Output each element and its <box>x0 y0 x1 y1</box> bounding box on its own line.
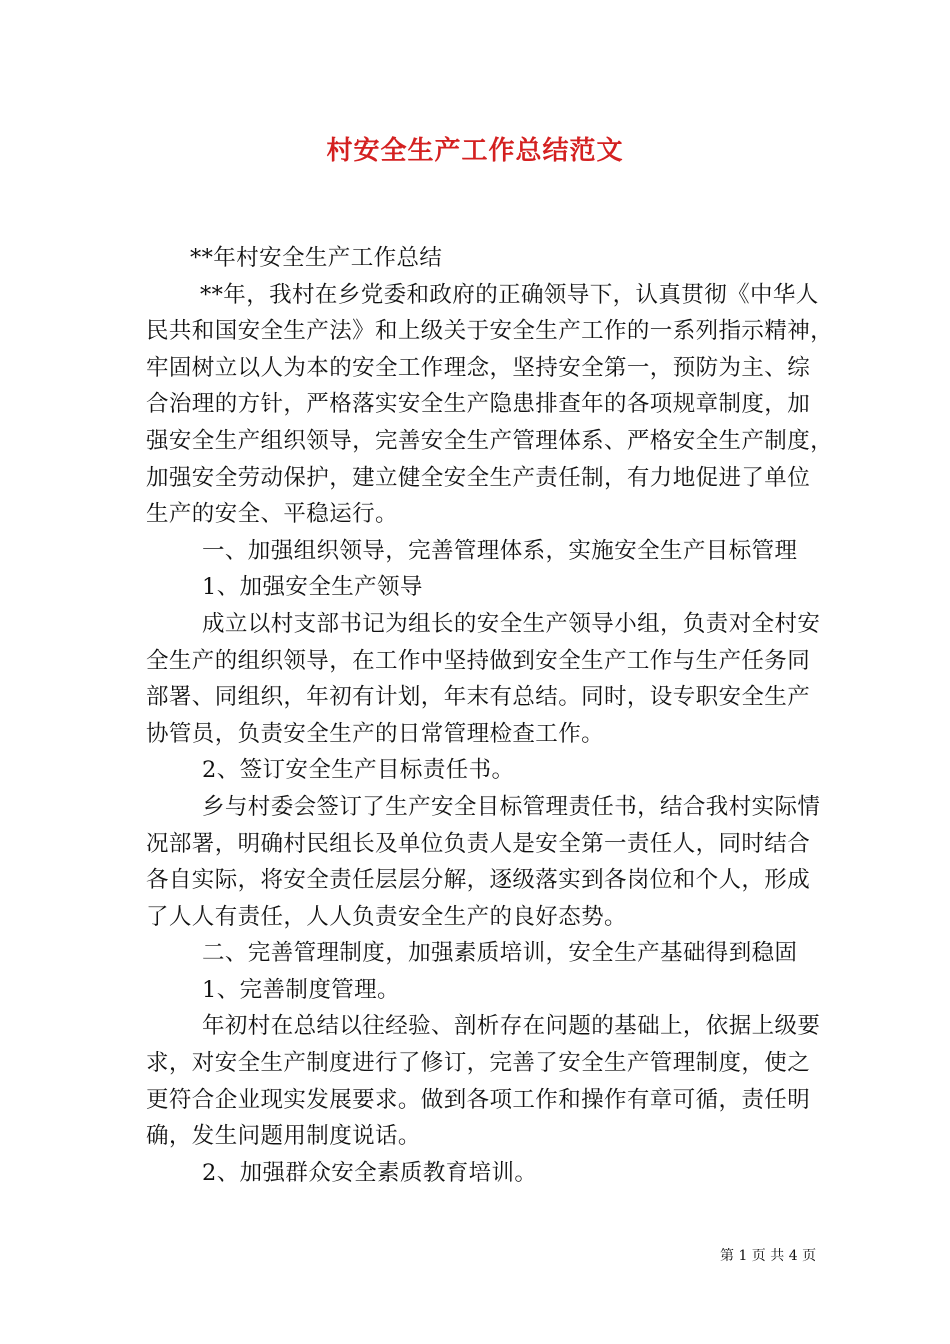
paragraph-line: 生产的安全、平稳运行。 <box>146 501 398 528</box>
paragraph-line: 确，发生问题用制度说话。 <box>146 1123 421 1150</box>
paragraph-line: 乡与村委会签订了生产安全目标管理责任书，结合我村实际情 <box>202 793 821 820</box>
paragraph-line: 牢固树立以人为本的安全工作理念，坚持安全第一，预防为主、综 <box>146 354 811 381</box>
section-heading: 二、完善管理制度，加强素质培训，安全生产基础得到稳固 <box>202 940 798 967</box>
paragraph-line: 全生产的组织领导，在工作中坚持做到安全生产工作与生产任务同 <box>146 647 811 674</box>
paragraph-line: 况部署，明确村民组长及单位负责人是安全第一责任人，同时结合 <box>146 830 811 857</box>
subsection-heading: 1、加强安全生产领导 <box>202 574 423 601</box>
paragraph-line: **年，我村在乡党委和政府的正确领导下，认真贯彻《中华人 <box>200 281 819 308</box>
section-heading: 一、加强组织领导，完善管理体系，实施安全生产目标管理 <box>202 537 798 564</box>
paragraph-line: 强安全生产组织领导，完善安全生产管理体系、严格安全生产制度， <box>146 427 834 454</box>
paragraph-line: 年初村在总结以往经验、剖析存在问题的基础上，依据上级要 <box>202 1013 821 1040</box>
paragraph-line: 合治理的方针，严格落实安全生产隐患排查年的各项规章制度，加 <box>146 391 811 418</box>
document-body <box>146 240 834 1191</box>
paragraph-line: 协管员，负责安全生产的日常管理检查工作。 <box>146 720 605 747</box>
paragraph-line: 了人人有责任，人人负责安全生产的良好态势。 <box>146 903 627 930</box>
paragraph-line: 求，对安全生产制度进行了修订，完善了安全生产管理制度，使之 <box>146 1050 811 1077</box>
page-number: 第 1 页 共 4 页 <box>720 1248 817 1264</box>
paragraph-line: 民共和国安全生产法》和上级关于安全生产工作的一系列指示精神， <box>146 318 834 345</box>
subsection-heading: 2、签订安全生产目标责任书。 <box>202 757 515 784</box>
paragraph-line: 更符合企业现实发展要求。做到各项工作和操作有章可循，责任明 <box>146 1086 811 1113</box>
paragraph-line: 加强安全劳动保护，建立健全安全生产责任制，有力地促进了单位 <box>146 464 811 491</box>
paragraph-line: 部署、同组织，年初有计划，年末有总结。同时，设专职安全生产 <box>146 684 811 711</box>
document-title: 村安全生产工作总结范文 <box>326 136 624 166</box>
subsection-heading: 2、加强群众安全素质教育培训。 <box>202 1159 538 1186</box>
paragraph-line: 成立以村支部书记为组长的安全生产领导小组，负责对全村安 <box>202 610 821 637</box>
paragraph-line: 各自实际，将安全责任层层分解，逐级落实到各岗位和个人，形成 <box>146 867 811 894</box>
subsection-heading: 1、完善制度管理。 <box>202 976 400 1003</box>
paragraph-line: **年村安全生产工作总结 <box>190 245 443 271</box>
